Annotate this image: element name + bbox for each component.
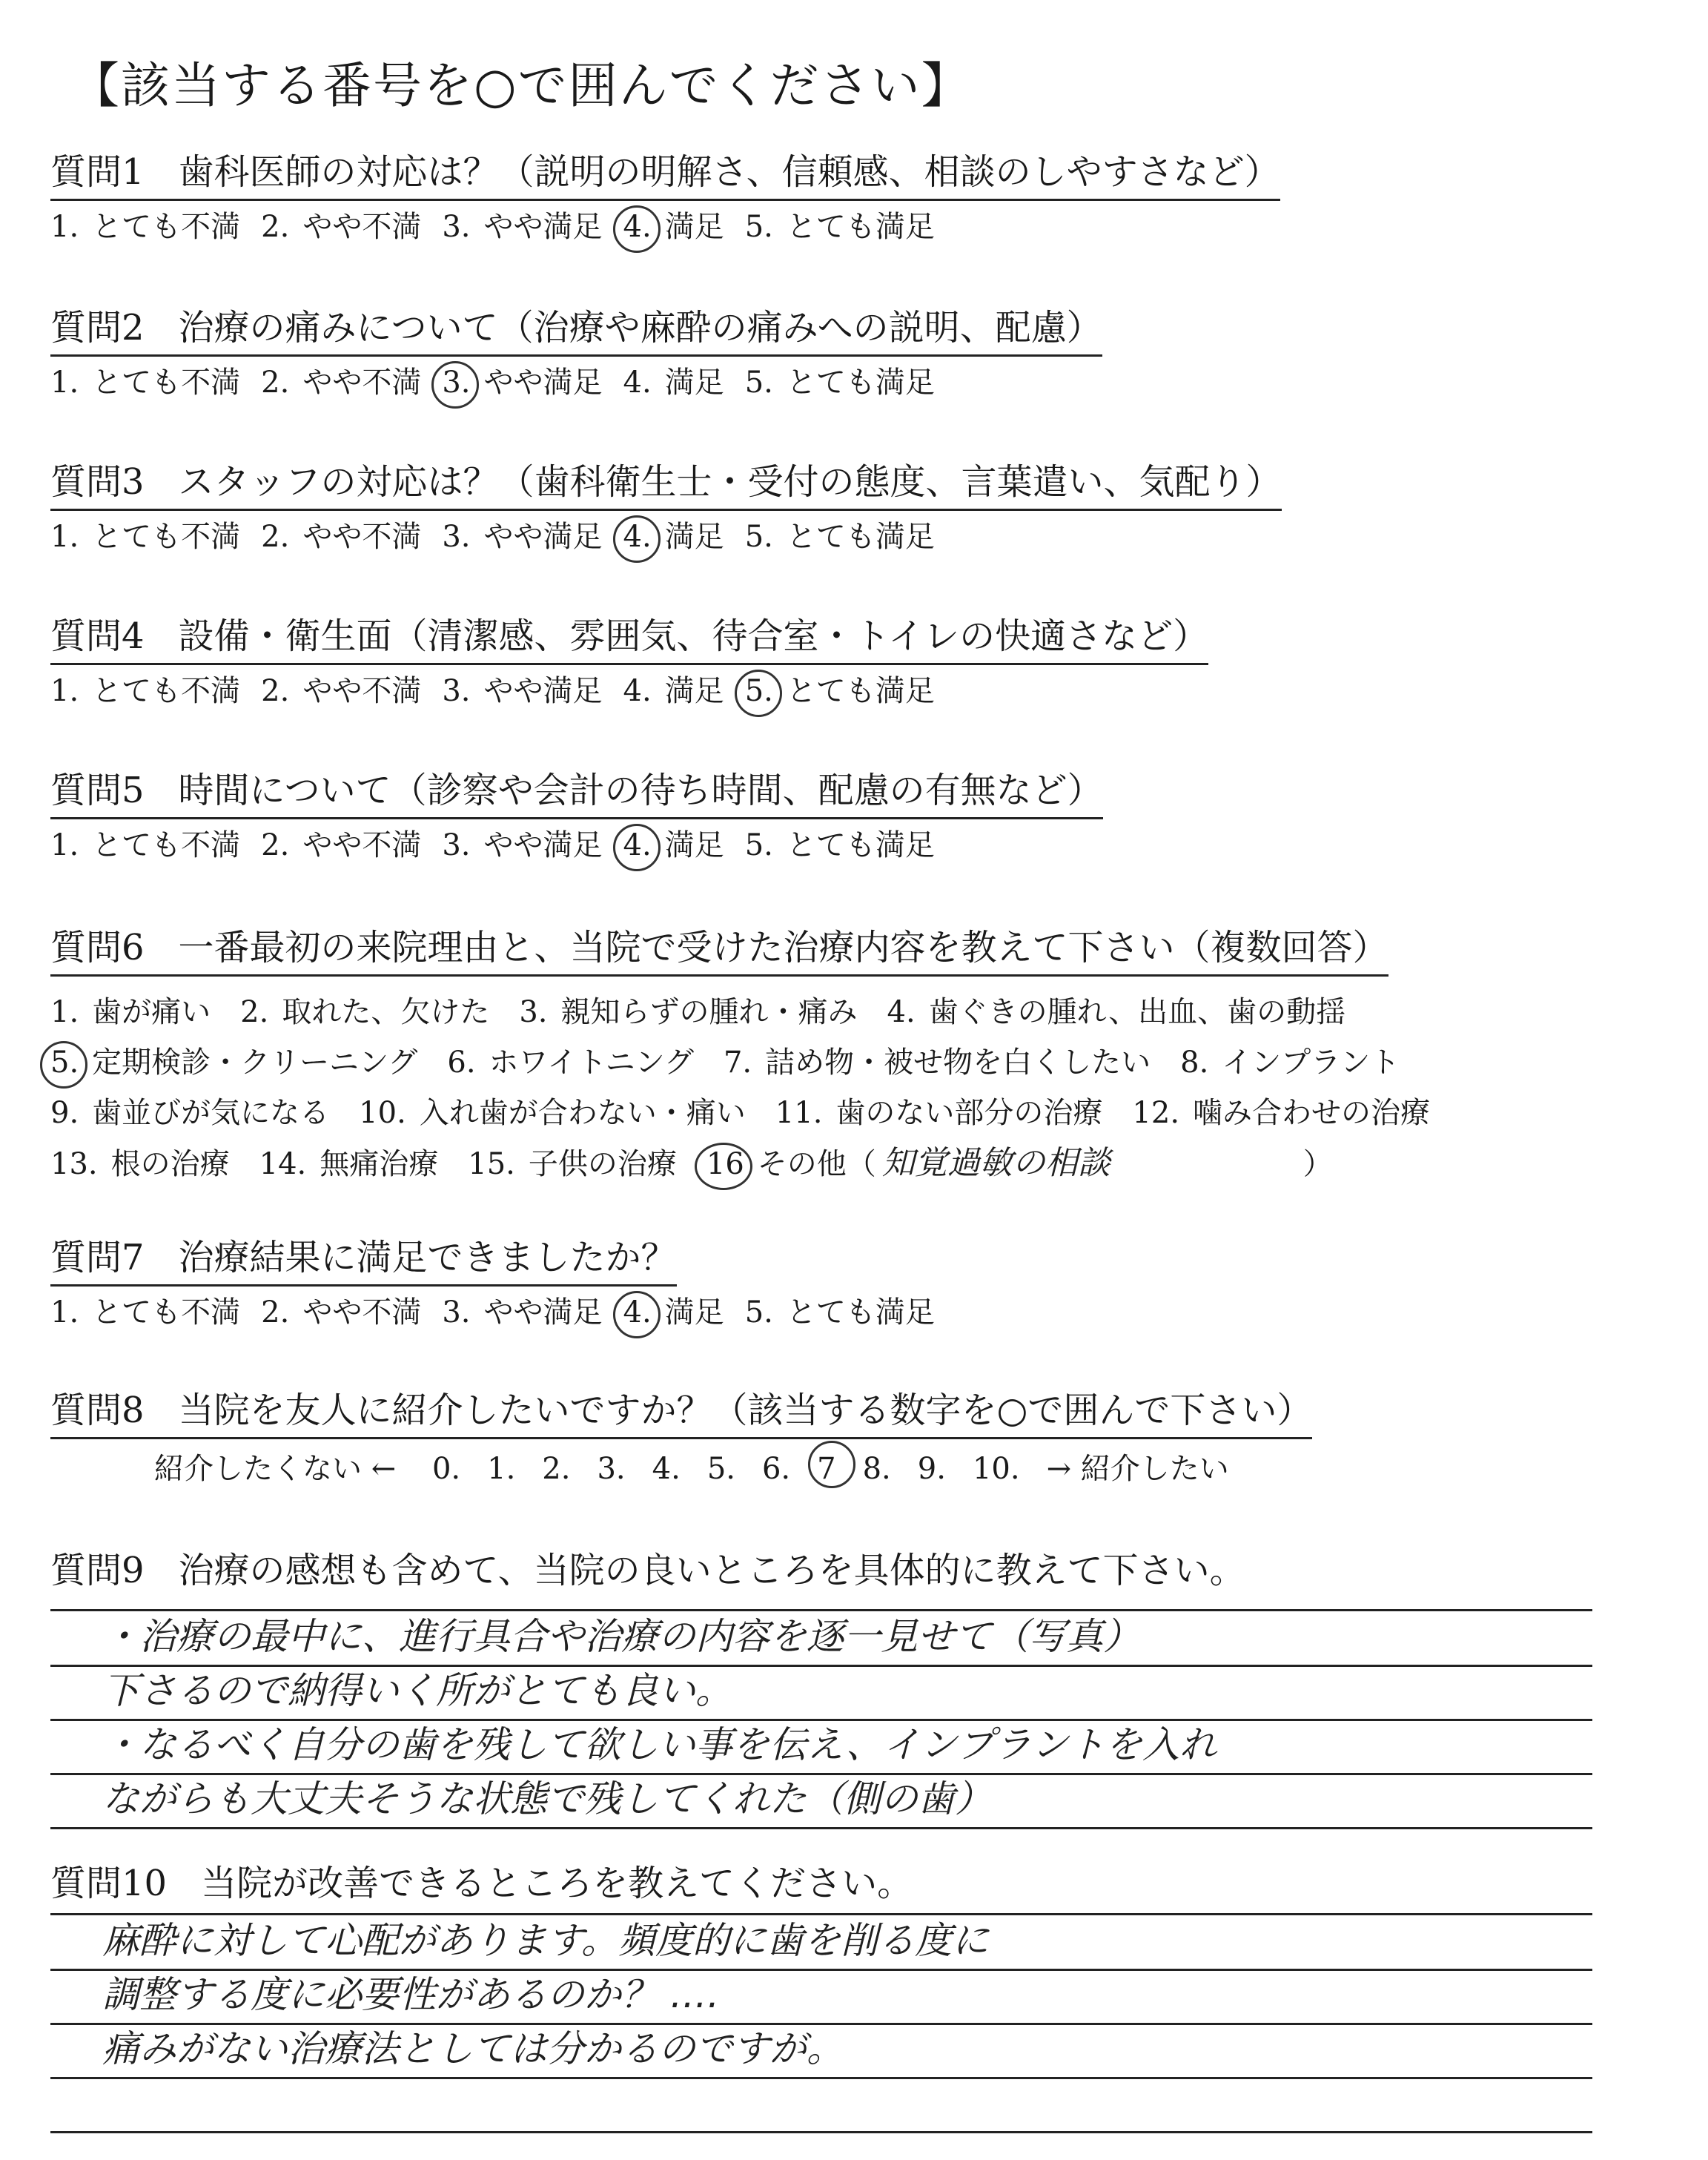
scale-value[interactable]: 6. bbox=[761, 1452, 791, 1486]
option-label: 無痛治療 bbox=[320, 1147, 439, 1181]
option-label: 定期検診・クリーニング bbox=[92, 1046, 418, 1080]
option-label: その他 bbox=[757, 1147, 847, 1181]
option-label: 親知らずの腫れ・痛み bbox=[560, 995, 858, 1029]
option-label: とても満足 bbox=[786, 1295, 935, 1330]
option-number: 1. bbox=[50, 210, 79, 244]
answer-options bbox=[50, 824, 1103, 867]
answer-option[interactable] bbox=[50, 670, 240, 713]
answer-options bbox=[50, 515, 1282, 558]
answer-option[interactable] bbox=[261, 205, 421, 248]
option-label: やや不満 bbox=[302, 828, 422, 862]
option-number: 5. bbox=[744, 1295, 773, 1330]
option-number: 4. bbox=[623, 210, 652, 244]
question-7-title bbox=[50, 1234, 677, 1287]
answer-option[interactable] bbox=[623, 670, 724, 713]
option-number: 8. bbox=[1180, 1046, 1209, 1080]
option-number: 16 bbox=[706, 1147, 744, 1181]
option-number: 10. bbox=[359, 1096, 406, 1130]
option-label: とても満足 bbox=[786, 366, 935, 400]
question-7 bbox=[50, 1234, 956, 1334]
option-label: やや不満 bbox=[302, 520, 422, 554]
option-label: 歯ぐきの腫れ、出血、歯の動揺 bbox=[928, 995, 1346, 1029]
option-label: 噛み合わせの治療 bbox=[1193, 1096, 1431, 1130]
question-1 bbox=[50, 148, 1280, 248]
answer-option[interactable] bbox=[359, 1088, 746, 1138]
recommend-scale bbox=[154, 1445, 1312, 1493]
option-label: 歯並びが気になる bbox=[92, 1096, 330, 1130]
other-answer bbox=[847, 1138, 1333, 1189]
scale-value[interactable]: 5. bbox=[706, 1452, 735, 1486]
answer-option[interactable] bbox=[50, 1139, 230, 1189]
answer-option[interactable] bbox=[1132, 1088, 1430, 1138]
answer-option[interactable] bbox=[261, 670, 421, 713]
option-number: 5. bbox=[50, 1046, 79, 1080]
answer-option[interactable] bbox=[261, 824, 421, 867]
page-heading: 【該当する番号を○で囲んでください】 bbox=[70, 57, 972, 114]
answer-option[interactable] bbox=[442, 205, 602, 248]
option-label: やや不満 bbox=[302, 1295, 422, 1330]
option-number: 3. bbox=[442, 520, 471, 554]
option-label: やや不満 bbox=[302, 210, 422, 244]
option-row bbox=[50, 1037, 1460, 1088]
option-number: 2. bbox=[240, 995, 269, 1029]
question-3-title bbox=[50, 458, 1282, 511]
option-label: やや不満 bbox=[302, 674, 422, 708]
answer-lines-9 bbox=[50, 1609, 1592, 1829]
option-row bbox=[50, 1138, 1460, 1189]
answer-option[interactable] bbox=[50, 1037, 417, 1088]
answer-option[interactable] bbox=[442, 515, 602, 558]
option-number: 5. bbox=[744, 674, 773, 708]
scale-value[interactable]: 3. bbox=[597, 1452, 626, 1486]
answer-option[interactable] bbox=[623, 205, 724, 248]
option-number: 1. bbox=[50, 366, 79, 400]
option-number: 3. bbox=[442, 366, 471, 400]
option-number: 1. bbox=[50, 995, 79, 1029]
option-number: 1. bbox=[50, 674, 79, 708]
option-label: インプラント bbox=[1222, 1046, 1400, 1080]
option-number: 4. bbox=[623, 1295, 652, 1330]
answer-option[interactable] bbox=[745, 1291, 935, 1334]
answer-line bbox=[50, 1667, 1592, 1721]
option-label: 満足 bbox=[664, 1295, 724, 1330]
option-number: 11. bbox=[775, 1096, 823, 1130]
scale-value[interactable]: 9. bbox=[917, 1452, 946, 1486]
answer-lines-10 bbox=[50, 1913, 1592, 2133]
answer-option[interactable] bbox=[259, 1139, 439, 1189]
question-text: 治療の感想も含めて、当院の良いところを具体的に教えて下さい。 bbox=[178, 1550, 1245, 1591]
handwritten-text: 下さるので納得いく所がとても良い。 bbox=[102, 1669, 732, 1712]
option-label: 入れ歯が合わない・痛い bbox=[419, 1096, 746, 1130]
option-label: とても満足 bbox=[786, 210, 935, 244]
option-label: やや満足 bbox=[483, 520, 603, 554]
option-number: 1. bbox=[50, 828, 79, 862]
answer-option[interactable] bbox=[442, 670, 602, 713]
option-label: 根の治療 bbox=[110, 1147, 230, 1181]
answer-option[interactable] bbox=[261, 515, 421, 558]
question-number: 質問8 bbox=[50, 1390, 145, 1431]
question-number: 質問5 bbox=[50, 770, 145, 811]
answer-options bbox=[50, 987, 1460, 1189]
option-number: 3. bbox=[442, 210, 471, 244]
answer-options bbox=[50, 670, 1208, 713]
answer-option[interactable] bbox=[50, 1088, 329, 1138]
answer-line bbox=[50, 1609, 1592, 1667]
scale-value[interactable]: 10. bbox=[972, 1452, 1020, 1486]
option-number: 13. bbox=[50, 1147, 98, 1181]
scale-value[interactable]: 4. bbox=[652, 1452, 681, 1486]
paren-close: ） bbox=[1302, 1147, 1333, 1181]
answer-option[interactable] bbox=[745, 361, 935, 404]
option-number: 3. bbox=[442, 828, 471, 862]
answer-option[interactable] bbox=[623, 361, 724, 404]
question-number: 質問4 bbox=[50, 615, 145, 657]
option-number: 2. bbox=[261, 828, 290, 862]
handwritten-text: ・治療の最中に、進行具合や治療の内容を逐一見せて（写真） bbox=[102, 1615, 1140, 1658]
question-1-title bbox=[50, 148, 1280, 201]
option-label: 満足 bbox=[664, 828, 724, 862]
option-number: 5. bbox=[744, 366, 773, 400]
scale-value[interactable]: 7 bbox=[817, 1445, 835, 1493]
question-text: 時間について（診察や会計の待ち時間、配慮の有無など） bbox=[178, 770, 1103, 811]
option-number: 15. bbox=[468, 1147, 515, 1181]
answer-option[interactable] bbox=[50, 515, 240, 558]
question-6 bbox=[50, 924, 1460, 1189]
answer-option[interactable] bbox=[887, 987, 1346, 1037]
option-number: 14. bbox=[259, 1147, 307, 1181]
option-number: 2. bbox=[261, 366, 290, 400]
option-number: 12. bbox=[1132, 1096, 1180, 1130]
handwritten-text: 痛みがない治療法としては分かるのですが。 bbox=[102, 2027, 844, 2070]
question-10-title bbox=[50, 1860, 913, 1907]
option-label: とても不満 bbox=[92, 1295, 241, 1330]
option-number: 1. bbox=[50, 520, 79, 554]
option-number: 9. bbox=[50, 1096, 79, 1130]
option-label: 子供の治療 bbox=[528, 1147, 677, 1181]
question-text: スタッフの対応は？（歯科衛生士・受付の態度、言葉遣い、気配り） bbox=[178, 461, 1282, 503]
option-number: 4. bbox=[623, 520, 652, 554]
option-number: 4. bbox=[623, 828, 652, 862]
question-8-title bbox=[50, 1387, 1312, 1439]
answer-option[interactable] bbox=[745, 824, 935, 867]
question-number: 質問9 bbox=[50, 1550, 145, 1591]
answer-option[interactable] bbox=[261, 361, 421, 404]
answer-option[interactable] bbox=[442, 824, 602, 867]
option-number: 6. bbox=[447, 1046, 476, 1080]
handwritten-text: 麻酔に対して心配があります。頻度的に歯を削る度に bbox=[102, 1919, 989, 1962]
question-4-title bbox=[50, 612, 1208, 665]
answer-option[interactable] bbox=[240, 987, 489, 1037]
option-label: やや満足 bbox=[483, 674, 603, 708]
option-number: 2. bbox=[261, 210, 290, 244]
answer-option[interactable] bbox=[745, 205, 935, 248]
answer-option[interactable] bbox=[50, 987, 211, 1037]
option-label: とても満足 bbox=[786, 520, 935, 554]
option-label: 満足 bbox=[664, 520, 724, 554]
question-2 bbox=[50, 304, 1102, 404]
option-label: やや満足 bbox=[483, 210, 603, 244]
option-label: 歯のない部分の治療 bbox=[835, 1096, 1103, 1130]
option-number: 3. bbox=[442, 1295, 471, 1330]
option-number: 2. bbox=[261, 520, 290, 554]
option-number: 1. bbox=[50, 1295, 79, 1330]
option-number: 5. bbox=[744, 828, 773, 862]
answer-line bbox=[50, 1971, 1592, 2025]
option-label: ホワイトニング bbox=[489, 1046, 694, 1080]
answer-option[interactable] bbox=[261, 1291, 421, 1334]
question-8 bbox=[50, 1387, 1312, 1493]
answer-option[interactable] bbox=[706, 1138, 1333, 1189]
question-5 bbox=[50, 767, 1103, 867]
question-text: 当院が改善できるところを教えてください。 bbox=[201, 1863, 913, 1904]
question-number: 質問1 bbox=[50, 151, 145, 193]
answer-option[interactable] bbox=[745, 515, 935, 558]
question-number: 質問7 bbox=[50, 1237, 145, 1278]
answer-options bbox=[50, 205, 1280, 248]
handwritten-text: ・なるべく自分の歯を残して欲しい事を伝え、インプラントを入れ bbox=[102, 1723, 1217, 1766]
question-number: 質問10 bbox=[50, 1863, 168, 1904]
option-label: やや満足 bbox=[483, 828, 603, 862]
option-number: 4. bbox=[623, 674, 652, 708]
answer-options bbox=[50, 361, 1102, 404]
question-text: 設備・衛生面（清潔感、雰囲気、待合室・トイレの快適さなど） bbox=[178, 615, 1209, 657]
question-9 bbox=[50, 1547, 1245, 1594]
handwritten-text: 知覚過敏の相談 bbox=[881, 1144, 1110, 1182]
answer-line bbox=[50, 1913, 1592, 1971]
option-label: やや満足 bbox=[483, 366, 603, 400]
question-6-title bbox=[50, 924, 1388, 977]
option-label: とても満足 bbox=[786, 674, 935, 708]
answer-options bbox=[50, 1291, 956, 1334]
scale-right-label: → 紹介したい bbox=[1046, 1452, 1229, 1486]
question-9-title bbox=[50, 1547, 1245, 1594]
option-number: 4. bbox=[887, 995, 916, 1029]
scale-value[interactable]: 0. bbox=[431, 1452, 461, 1486]
paren-open: （ bbox=[846, 1147, 876, 1181]
option-label: 満足 bbox=[664, 210, 724, 244]
answer-option[interactable] bbox=[442, 1291, 602, 1334]
answer-option[interactable] bbox=[50, 361, 240, 404]
option-label: 満足 bbox=[664, 366, 724, 400]
question-2-title bbox=[50, 304, 1102, 357]
option-number: 5. bbox=[744, 210, 773, 244]
handwritten-text: ながらも大丈夫そうな状態で残してくれた（側の歯） bbox=[102, 1777, 992, 1820]
option-number: 2. bbox=[261, 1295, 290, 1330]
answer-option[interactable] bbox=[1180, 1037, 1400, 1088]
answer-line bbox=[50, 2025, 1592, 2079]
option-number: 7. bbox=[723, 1046, 752, 1080]
option-label: とても不満 bbox=[92, 828, 241, 862]
answer-line bbox=[50, 2079, 1592, 2133]
answer-option[interactable] bbox=[468, 1139, 677, 1189]
scale-left-label: 紹介したくない ← bbox=[154, 1452, 397, 1486]
option-label: とても不満 bbox=[92, 674, 241, 708]
question-text: 当院を友人に紹介したいですか？（該当する数字を○で囲んで下さい） bbox=[178, 1390, 1313, 1431]
option-label: とても不満 bbox=[92, 210, 241, 244]
handwritten-text: 調整する度に必要性があるのか？ ‥‥ bbox=[102, 1973, 720, 2016]
answer-option[interactable] bbox=[50, 1291, 240, 1334]
option-number: 5. bbox=[744, 520, 773, 554]
option-label: やや不満 bbox=[302, 366, 422, 400]
option-number: 2. bbox=[261, 674, 290, 708]
scale-value[interactable]: 8. bbox=[862, 1452, 891, 1486]
option-label: 満足 bbox=[664, 674, 724, 708]
option-label: 詰め物・被せ物を白くしたい bbox=[765, 1046, 1151, 1080]
answer-option[interactable] bbox=[775, 1088, 1103, 1138]
answer-option[interactable] bbox=[50, 205, 240, 248]
option-row bbox=[50, 1088, 1460, 1138]
option-label: 歯が痛い bbox=[92, 995, 211, 1029]
option-label: とても満足 bbox=[786, 828, 935, 862]
answer-option[interactable] bbox=[623, 1291, 724, 1334]
option-label: とても不満 bbox=[92, 366, 241, 400]
question-4 bbox=[50, 612, 1208, 713]
answer-option[interactable] bbox=[50, 824, 240, 867]
option-number: 3. bbox=[519, 995, 548, 1029]
question-10 bbox=[50, 1860, 913, 1907]
question-text: 治療の痛みについて（治療や麻酔の痛みへの説明、配慮） bbox=[178, 307, 1102, 349]
answer-option[interactable] bbox=[724, 1037, 1151, 1088]
answer-line bbox=[50, 1775, 1592, 1829]
question-number: 質問2 bbox=[50, 307, 145, 349]
answer-option[interactable] bbox=[447, 1037, 694, 1088]
option-label: とても不満 bbox=[92, 520, 241, 554]
option-label: 取れた、欠けた bbox=[282, 995, 490, 1029]
question-text: 一番最初の来院理由と、当院で受けた治療内容を教えて下さい（複数回答） bbox=[178, 927, 1388, 968]
question-number: 質問3 bbox=[50, 461, 145, 503]
question-number: 質問6 bbox=[50, 927, 145, 968]
answer-line bbox=[50, 1721, 1592, 1775]
answer-option[interactable] bbox=[745, 670, 935, 713]
scale-value[interactable]: 1. bbox=[487, 1452, 516, 1486]
answer-option[interactable] bbox=[623, 824, 724, 867]
option-label: やや満足 bbox=[483, 1295, 603, 1330]
question-text: 治療結果に満足できましたか？ bbox=[178, 1237, 677, 1278]
option-number: 4. bbox=[623, 366, 652, 400]
answer-option[interactable] bbox=[519, 987, 857, 1037]
option-row bbox=[50, 987, 1460, 1037]
question-text: 歯科医師の対応は？（説明の明解さ、信頼感、相談のしやすさなど） bbox=[178, 151, 1280, 193]
question-3 bbox=[50, 458, 1282, 558]
answer-option[interactable] bbox=[623, 515, 724, 558]
scale-value[interactable]: 2. bbox=[542, 1452, 571, 1486]
answer-option[interactable] bbox=[442, 361, 602, 404]
option-number: 3. bbox=[442, 674, 471, 708]
question-5-title bbox=[50, 767, 1103, 819]
